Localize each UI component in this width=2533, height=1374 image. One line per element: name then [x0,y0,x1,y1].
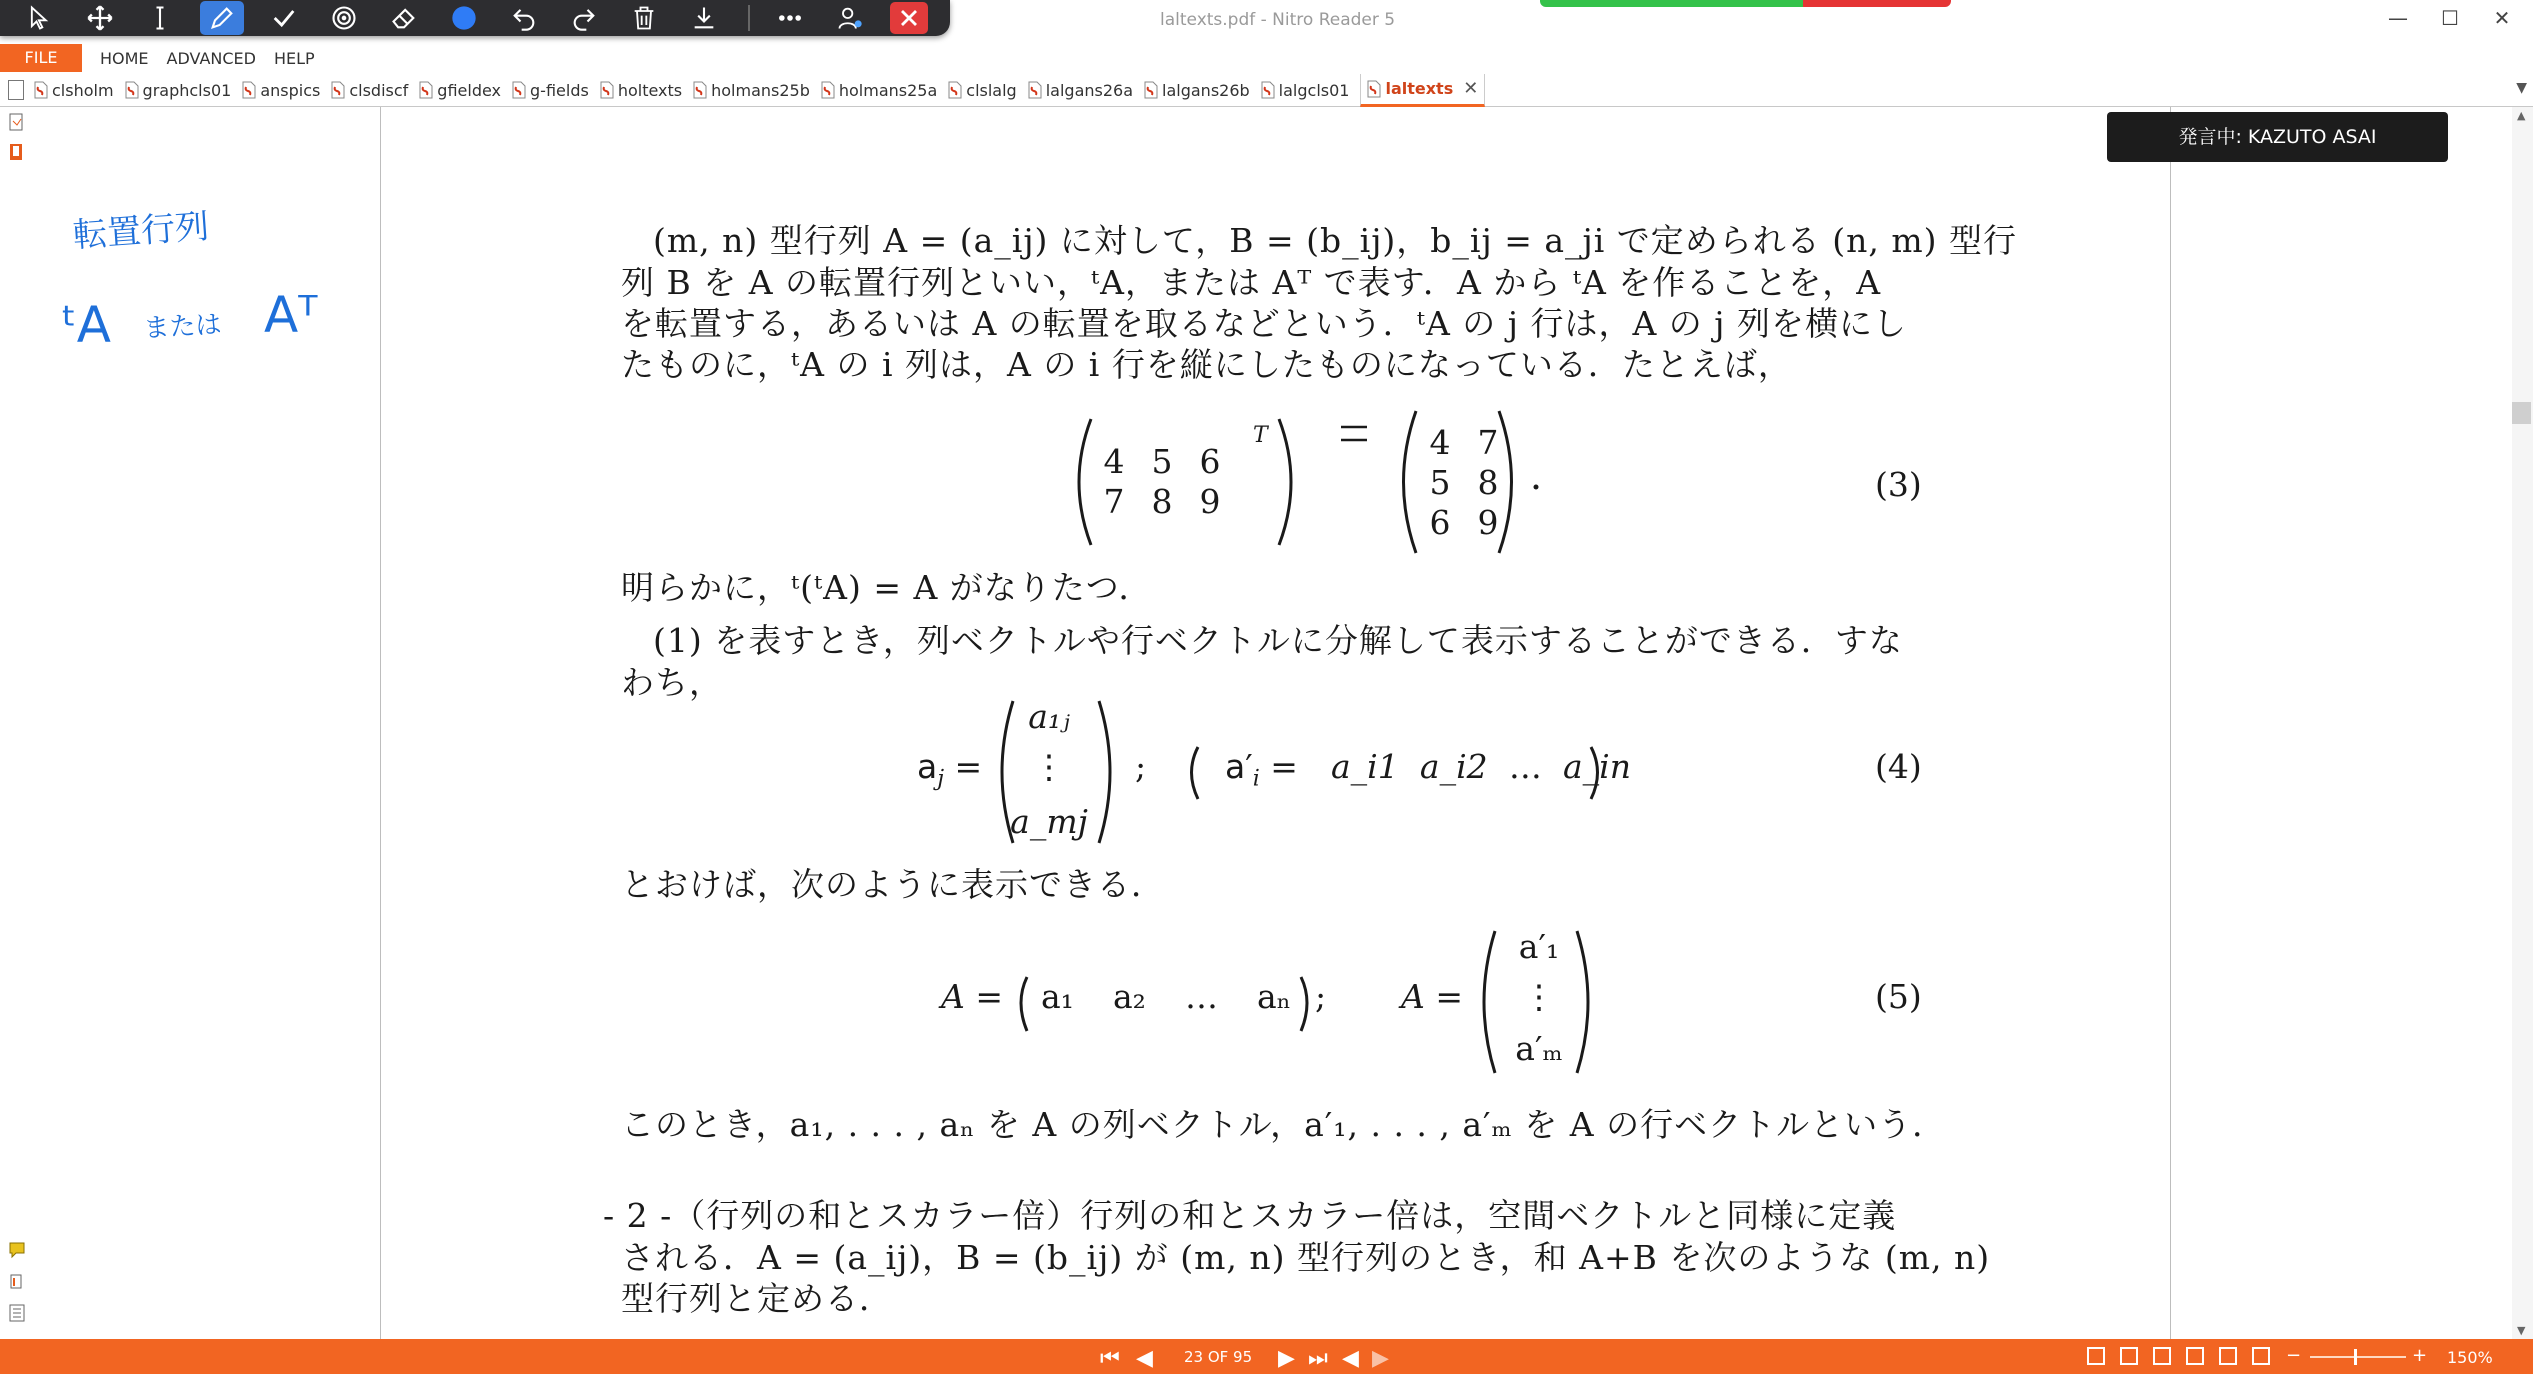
tab-label: laltexts [1385,79,1454,98]
forward-view-icon[interactable]: ▶ [1372,1346,1389,1371]
check-icon[interactable] [264,0,304,36]
minimize-button[interactable]: — [2388,6,2408,30]
tab-laltexts[interactable] [1360,74,1485,107]
pdf-file-icon [1367,80,1381,98]
eq5-col-2: ⋮ [1522,977,1556,1016]
pdf-file-icon [242,81,256,99]
speaking-indicator-toast: 発言中: KAZUTO ASAI [2107,112,2448,162]
doc-p3-line2: わち， [621,663,723,702]
tab-holtexts[interactable] [600,75,682,105]
eq3-left-cell: 5 [1151,442,1173,481]
tab-lalgcls01[interactable] [1261,75,1350,105]
menu-advanced[interactable]: ADVANCED [166,48,256,68]
tab-label: g-fields [530,80,589,100]
tabs-dropdown-icon[interactable]: ▼ [2516,80,2527,96]
doc-p2: 明らかに，ᵗ(ᵗA) = A がなりたつ． [621,568,1153,607]
eq3-left-cell: 9 [1199,482,1221,521]
vertical-scrollbar[interactable] [2512,107,2533,1339]
eq3-transpose-sup: T [1253,423,1268,448]
thumbnails-icon[interactable] [8,113,26,133]
eq3-left-cell: 4 [1103,442,1125,481]
tab-clsholm[interactable] [34,75,114,105]
move-icon[interactable] [80,0,120,36]
handwriting-or: または [142,309,223,344]
tab-anspics[interactable] [242,75,320,105]
handwritten-note [34,107,380,367]
document-tabs [0,74,2533,107]
eq4-col-1: a₁ⱼ [1028,697,1070,736]
close-icon[interactable] [890,2,928,34]
doc-p3-line1: (1) を表すとき，列ベクトルや行ベクトルに分解して表示することができる．すな [653,621,1903,660]
tab-close-icon[interactable]: ✕ [1463,78,1479,99]
tab-label: lalgans26b [1162,80,1250,100]
next-page-icon[interactable]: ▶ [1278,1346,1295,1371]
trash-icon[interactable] [624,0,664,36]
tab-label: gfieldex [437,80,502,100]
eq5-lhs-2: A = [1401,977,1463,1016]
pdf-file-icon [331,81,345,99]
target-icon[interactable] [324,0,364,36]
tab-lalgans26a[interactable] [1028,75,1133,105]
layers-icon[interactable] [8,1303,26,1323]
doc-p6-line1: - 2 -（行列の和とスカラー倍）行列の和とスカラー倍は，空間ベクトルと同様に定義 [603,1196,1897,1235]
doc-p5: このとき，a₁, . . . , aₙ を A の列ベクトル，a′₁, . . . , a′ₘ を A の行ベクトルという． [621,1105,1947,1144]
eq4-row: a_i1 a_i2 … a_in [1331,747,1631,786]
zoom-in-icon[interactable]: + [2412,1345,2428,1366]
continuous-view-icon[interactable] [2120,1347,2138,1365]
zoom-slider[interactable] [2310,1356,2406,1358]
eq3-right-cell: 5 [1429,463,1451,502]
pdf-file-icon [600,81,614,99]
scroll-up-icon[interactable]: ▲ [2517,109,2526,122]
doc-p1-line2: 列 B を A の転置行列といい，ᵗA，または Aᵀ で表す．A から ᵗA を作ることを，A [621,263,1882,302]
pdf-file-icon [419,81,433,99]
zoom-slider-knob[interactable] [2354,1349,2357,1365]
tab-graphcls01[interactable] [125,75,232,105]
eraser-icon[interactable] [384,0,424,36]
eq4-rhs-lhs: $a'_i$ = [1225,747,1298,792]
download-icon[interactable] [684,0,724,36]
eq4-semicolon: ; [1135,747,1147,786]
facing-continuous-view-icon[interactable] [2186,1347,2204,1365]
eq3-left-cell: 7 [1103,482,1125,521]
prev-page-icon[interactable]: ◀ [1136,1346,1153,1371]
tab-label: holtexts [617,80,683,100]
eq3-left-cell: 6 [1199,442,1221,481]
comments-icon[interactable] [8,1240,26,1260]
single-page-view-icon[interactable] [2087,1347,2105,1365]
tab-label: clslalg [966,80,1017,100]
tab-label: holmans25a [838,80,938,100]
attachments-icon[interactable] [8,1272,26,1292]
handwriting-line1: 転置行列 [71,206,211,256]
eq4-col-3: a_mj [1010,802,1088,841]
eq4-lhs: $a_j$ = [917,747,983,792]
scrollbar-thumb[interactable] [2512,402,2531,424]
eq5-number: (5) [1875,977,1922,1016]
eq5-col-3: a′ₘ [1515,1029,1563,1068]
tab-label: clsholm [52,80,114,100]
pdf-file-icon [512,81,526,99]
eq5-col-1: a′₁ [1518,927,1560,966]
pdf-file-icon [1144,81,1158,99]
menu-help[interactable]: HELP [273,48,315,68]
tab-lalgans26b[interactable] [1144,75,1250,105]
zoom-level[interactable]: 150% [2447,1348,2493,1367]
pdf-file-icon [1261,81,1275,99]
doc-p6-line3: 型行列と定める． [621,1279,893,1318]
tab-holmans25a[interactable] [821,75,937,105]
eq4-col-2: ⋮ [1032,747,1066,786]
pdf-file-icon [821,81,835,99]
eq3-left-cell: 8 [1151,482,1173,521]
tab-label: holmans25b [711,80,810,100]
menu-file[interactable]: FILE [0,44,82,72]
doc-p4: とおけば，次のように表示できる． [621,865,1165,904]
maximize-button[interactable]: ☐ [2441,6,2459,30]
eq3-number: (3) [1875,465,1922,504]
handwriting-tA: ᵗA [62,296,111,354]
annotation-toolbar [0,0,950,36]
menu-home[interactable]: HOME [100,48,149,68]
pdf-file-icon [125,81,139,99]
doc-p1-line1: (m, n) 型行列 A = (a_ij) に対して，B = (b_ij)，b_ij = a_ji で定められる (n, m) 型行 [653,221,2018,260]
left-rail [0,107,35,1339]
doc-p1-line3: を転置する，あるいは A の転置を取るなどという．ᵗA の j 行は，A の j 列を横にし [621,304,1908,343]
facing-view-icon[interactable] [2153,1347,2171,1365]
eq3-right-cell: 7 [1477,423,1499,462]
right-panel [2170,107,2511,1339]
eq5-lhs-1: A = [941,977,1003,1016]
more-icon[interactable] [770,0,810,36]
window-title: laltexts.pdf - Nitro Reader 5 [1160,10,1396,30]
scroll-down-icon[interactable]: ▼ [2517,1324,2526,1337]
pdf-file-icon [1028,81,1042,99]
tab-clslalg[interactable] [948,75,1016,105]
eq3-right-cell: 9 [1477,503,1499,542]
eq3-right-cell: 4 [1429,423,1451,462]
pdf-file-icon [693,81,707,99]
eq5-row: a₁ a₂ … aₙ [1041,977,1291,1016]
tab-label: graphcls01 [142,80,232,100]
tab-clsdiscf[interactable] [331,75,408,105]
tab-label: clsdiscf [349,80,409,100]
page-indicator[interactable]: 23 OF 95 [1184,1348,1253,1366]
full-screen-icon[interactable] [2252,1347,2270,1365]
title-bar [0,0,2533,42]
tab-label: anspics [260,80,321,100]
color-dot-icon[interactable] [444,0,484,36]
text-cursor-icon[interactable] [140,0,180,36]
redo-icon[interactable] [564,0,604,36]
recording-indicator-green [1540,0,1803,7]
tab-label: lalgans26a [1045,80,1134,100]
pdf-file-icon [948,81,962,99]
doc-p1-line4: たものに，ᵗA の i 列は，A の i 行を縦にしたものになっている．たとえば， [621,345,1792,384]
window-close-button[interactable]: ✕ [2493,6,2511,30]
tab-label: lalgcls01 [1278,80,1350,100]
tab-holmans25b[interactable] [693,75,810,105]
eq3-right-cell: 6 [1429,503,1451,542]
eq4-number: (4) [1875,747,1922,786]
bookmarks-icon[interactable] [8,143,26,163]
back-view-icon[interactable]: ◀ [1342,1346,1359,1371]
ribbon-menu [0,44,2533,72]
toolbar-divider [748,5,750,31]
select-icon[interactable] [20,0,60,36]
doc-p6-line2: される．A = (a_ij)，B = (b_ij) が (m, n) 型行列のとき，和 A+B を次のような (m, n) [621,1238,1991,1277]
document-page [381,107,2169,1339]
recording-indicator-red [1803,0,1951,7]
handwriting-AT: Aᵀ [264,286,318,344]
first-page-icon[interactable]: ⏮ [1100,1346,1120,1371]
handwriting-notes-panel[interactable] [34,107,381,1339]
presenter-icon[interactable] [830,0,870,36]
eq3-right-cell: 8 [1477,463,1499,502]
pen-icon[interactable] [200,1,244,35]
fit-width-icon[interactable] [2219,1347,2237,1365]
last-page-icon[interactable]: ⏭ [1308,1346,1328,1371]
pdf-file-icon [34,81,48,99]
pages-icon[interactable] [8,80,24,100]
tab-gfieldex[interactable] [419,75,501,105]
status-bar [0,1339,2533,1374]
undo-icon[interactable] [504,0,544,36]
eq5-semicolon: ; [1315,977,1327,1016]
zoom-out-icon[interactable]: − [2286,1345,2302,1366]
tab-g-fields[interactable] [512,75,589,105]
